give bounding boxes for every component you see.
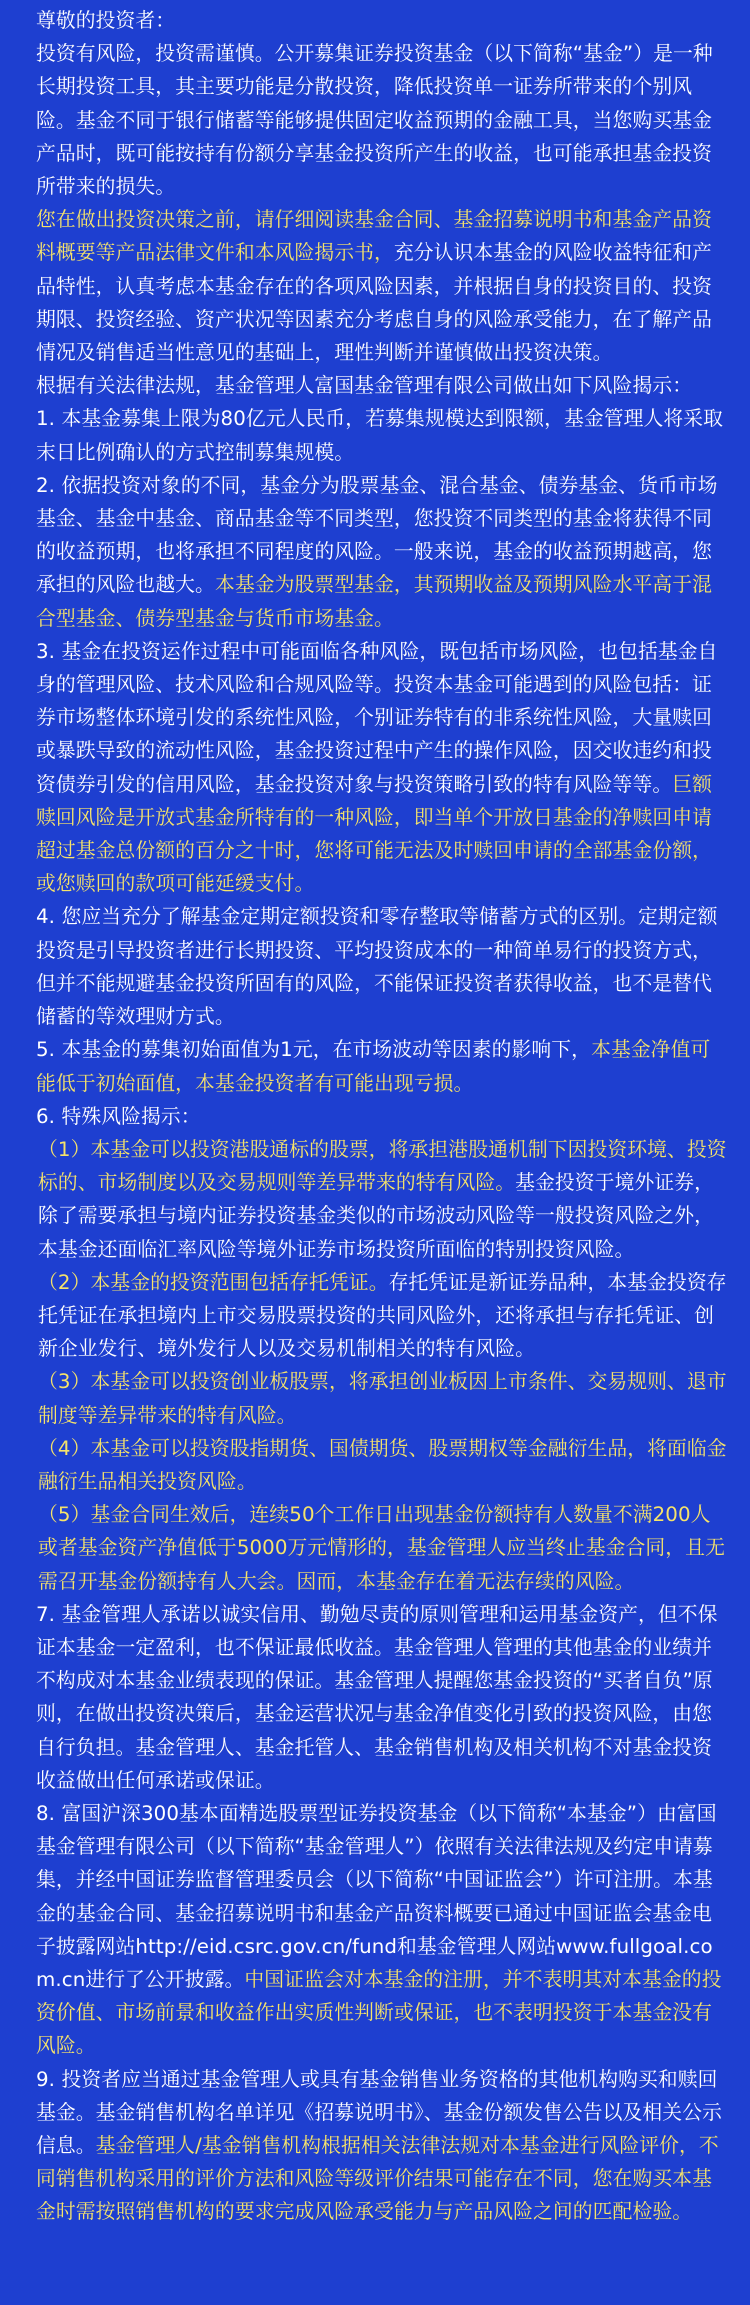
special-risk-item [36,1365,730,1431]
highlight-text: 中国证监会对本基金的注册，并不表明其对本基金的投资价值、市场前景和收益作出实质性判断或保证，也不表明投资于本基金没有风险。 [36,1967,722,2058]
intro-section [36,37,730,369]
body-text: 8. 富国沪深300基本面精选股票型证券投资基金（以下简称“本基金”）由富国基金管理有限公司（以下简称“基金管理人”）依照有关法律法规及约定申请募集，并经中国证券监督管理委员会（以下简称“中国证监会”）许可注册。本基金的基金合同、基金招募说明书和基金产品资料概要已通过中国证监会基金电子披露网站http://eid.csrc.gov.cn/fund和基金管理人网站www.fullgoal.com.cn进行了公开披露。 [36,1801,717,1991]
body-text: 1. 本基金募集上限为80亿元人民币，若募集规模达到限额，基金管理人将采取末日比例确认的方式控制募集规模。 [36,407,724,464]
highlight-text: 基金管理人/基金销售机构根据相关法律法规对本基金进行风险评价，不同销售机构采用的评价方法和风险等级评价结果可能存在不同，您在购买本基金时需按照销售机构的要求完成风险承受能力与产品风险之间的匹配检验。 [36,2134,719,2224]
special-risk-item [36,1133,730,1266]
special-risk-item [36,1498,730,1598]
special-risk-item [36,1266,730,1366]
body-text: 7. 基金管理人承诺以诚实信用、勤勉尽责的原则管理和运用基金资产，但不保证本基金一定盈利，也不保证最低收益。基金管理人管理的其他基金的业绩并不构成对本基金业绩表现的保证。基金管理人提醒您基金投资的“买者自负”原则，在做出投资决策后，基金运营状况与基金净值变化引致的投资风险，由您自行负担。基金管理人、基金托管人、基金销售机构及相关机构不对基金投资收益做出任何承诺或保证。 [36,1602,718,1792]
risk-item [36,635,730,901]
risk-item [36,900,730,1033]
risk-item [36,1797,730,2063]
greeting: 尊敬的投资者： [36,9,176,32]
intro-paragraph [36,203,730,369]
highlight-text: （1）本基金可以投资港股通标的股票，将承担港股通机制下因投资环境、投资标的、市场制度以及交易规则等差异带来的特有风险。 [38,1137,727,1195]
lead-statement: 根据有关法律法规，基金管理人富国基金管理有限公司做出如下风险揭示： [36,374,693,398]
highlight-text: （4）本基金可以投资股指期货、国债期货、股票期权等金融衍生品，将面临金融衍生品相关投资风险。 [38,1436,727,1493]
body-text: 存托凭证是新证券品种，本基金投资存托凭证在承担境内上市交易股票投资的共同风险外，还将承担与存托凭证、创新企业发行、境外发行人以及交易机制相关的特有风险。 [38,1270,727,1361]
risk-item [36,402,730,468]
body-text: 6. 特殊风险揭示： [36,1104,201,1128]
body-text: 2. 依据投资对象的不同，基金分为股票基金、混合基金、债券基金、货币市场基金、基金中基金、商品基金等不同类型，您投资不同类型的基金将获得不同的收益预期，也将承担不同程度的风险。一般来说，基金的收益预期越高，您承担的风险也越大。 [36,473,718,597]
highlight-text: （2）本基金的投资范围包括存托凭证。 [38,1270,389,1294]
body-text: 4. 您应当充分了解基金定期定额投资和零存整取等储蓄方式的区别。定期定额投资是引导投资者进行长期投资、平均投资成本的一种简单易行的投资方式，但并不能规避基金投资所固有的风险，不能保证投资者获得收益，也不是替代储蓄的等效理财方式。 [36,905,718,1029]
highlight-text: （3）本基金可以投资创业板股票，将承担创业板因上市条件、交易规则、退市制度等差异带来的特有风险。 [38,1370,727,1427]
risk-item [36,2063,730,2229]
highlight-text: （5）基金合同生效后，连续50个工作日出现基金份额持有人数量不满200人或者基金资产净值低于5000万元情形的，基金管理人应当终止基金合同，且无需召开基金份额持有人大会。因而，本基金存在着无法存续的风险。 [38,1503,725,1593]
special-risk-item [36,1432,730,1498]
intro-text: 投资有风险，投资需谨慎。公开募集证券投资基金（以下简称“基金”）是一种长期投资工具，其主要功能是分散投资，降低投资单一证券所带来的个别风险。基金不同于银行储蓄等能够提供固定收益预期的金融工具，当您购买基金产品时，既可能按持有份额分享基金投资所产生的收益，也可能承担基金投资所带来的损失。 [36,42,713,199]
risk-item [36,1100,730,1133]
intro-highlight-text: 您在做出投资决策之前，请仔细阅读基金合同、基金招募说明书和基金产品资料概要等产品法律文件和本风险揭示书， [36,208,712,265]
highlight-text: 巨额赎回风险是开放式基金所特有的一种风险，即当单个开放日基金的净赎回申请超过基金总份额的百分之十时，您将可能无法及时赎回申请的全部基金份额，或您赎回的款项可能延缓支付。 [36,772,712,896]
body-text: 9. 投资者应当通过基金管理人或具有基金销售业务资格的其他机构购买和赎回基金。基金销售机构名单详见《招募说明书》、基金份额发售公告以及相关公示信息。 [36,2067,722,2157]
risk-items-list [36,402,730,2228]
risk-item [36,469,730,635]
body-text: 5. 本基金的募集初始面值为1元，在市场波动等因素的影响下， [36,1038,592,1062]
highlight-text: 本基金为股票型基金，其预期收益及预期风险水平高于混合型基金、债券型基金与货币市场基金。 [36,573,712,630]
risk-item [36,1598,730,1797]
intro-text: 充分认识本基金的风险收益特征和产品特性，认真考虑本基金存在的各项风险因素，并根据自身的投资目的、投资期限、投资经验、资产状况等因素充分考虑自身的风险承受能力，在了解产品情况及销售适当性意见的基础上，理性判断并谨慎做出投资决策。 [36,241,712,365]
body-text: 3. 基金在投资运作过程中可能面临各种风险，既包括市场风险，也包括基金自身的管理风险、技术风险和合规风险等。投资本基金可能遇到的风险包括：证券市场整体环境引发的系统性风险，个别证券特有的非系统性风险，大量赎回或暴跌导致的流动性风险，基金投资过程中产生的操作风险，因交收违约和投资债券引发的信用风险，基金投资对象与投资策略引致的特有风险等等。 [36,639,718,796]
highlight-text: 本基金净值可能低于初始面值，本基金投资者有可能出现亏损。 [36,1038,711,1095]
intro-paragraph [36,37,730,203]
body-text: 基金投资于境外证券，除了需要承担与境内证券投资基金类似的市场波动风险等一般投资风险之外，本基金还面临汇率风险等境外证券市场投资所面临的特别投资风险。 [38,1171,714,1261]
risk-item [36,1033,730,1099]
